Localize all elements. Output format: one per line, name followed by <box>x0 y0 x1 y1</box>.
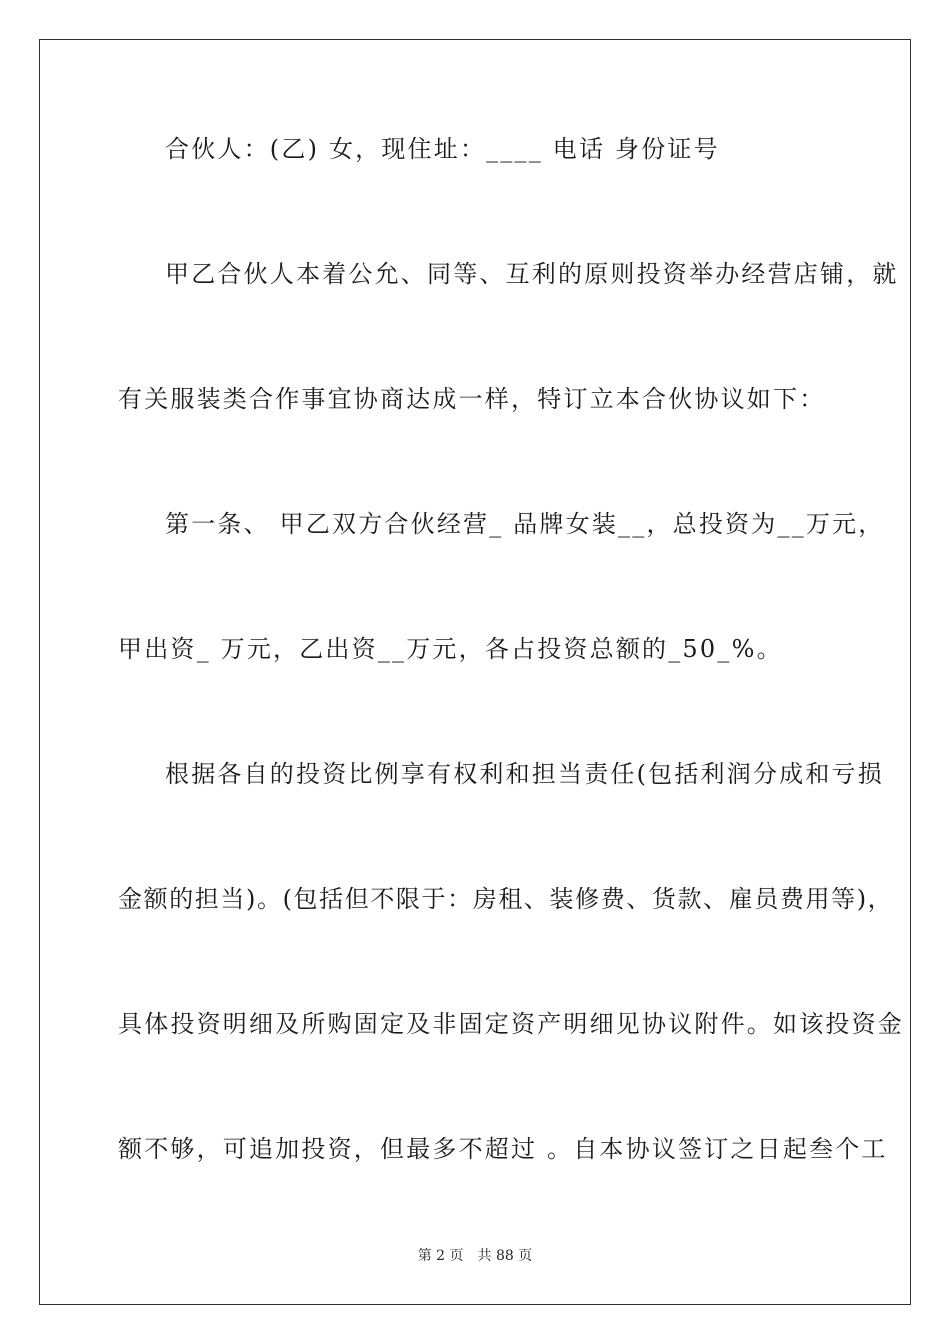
page-border <box>39 39 911 1305</box>
text-line-2: 甲乙合伙人本着公允、同等、互利的原则投资举办经营店铺，就 <box>165 260 899 288</box>
text-line-8: 具体投资明细及所购固定及非固定资产明细见协议附件。如该投资金 <box>118 1010 904 1038</box>
text-line-9: 额不够，可追加投资，但最多不超过 。自本协议签订之日起叁个工 <box>118 1135 888 1163</box>
text-line-1: 合伙人：(乙) 女，现住址：____ 电话 身份证号 <box>165 135 720 163</box>
page-number: 第 2 页 <box>417 1248 464 1264</box>
page-footer <box>0 1247 950 1265</box>
text-line-3: 有关服装类合作事宜协商达成一样，特订立本合伙协议如下： <box>118 385 826 413</box>
text-line-7: 金额的担当)。(包括但不限于：房租、装修费、货款、雇员费用等)， <box>118 885 894 913</box>
text-line-5: 甲出资_ 万元，乙出资__万元，各占投资总额的_50_%。 <box>118 635 783 663</box>
text-line-4: 第一条、 甲乙双方合伙经营_ 品牌女装__，总投资为__万元， <box>165 510 885 538</box>
page-total: 共 88 页 <box>477 1248 533 1264</box>
text-line-6: 根据各自的投资比例享有权利和担当责任(包括利润分成和亏损 <box>165 760 884 788</box>
